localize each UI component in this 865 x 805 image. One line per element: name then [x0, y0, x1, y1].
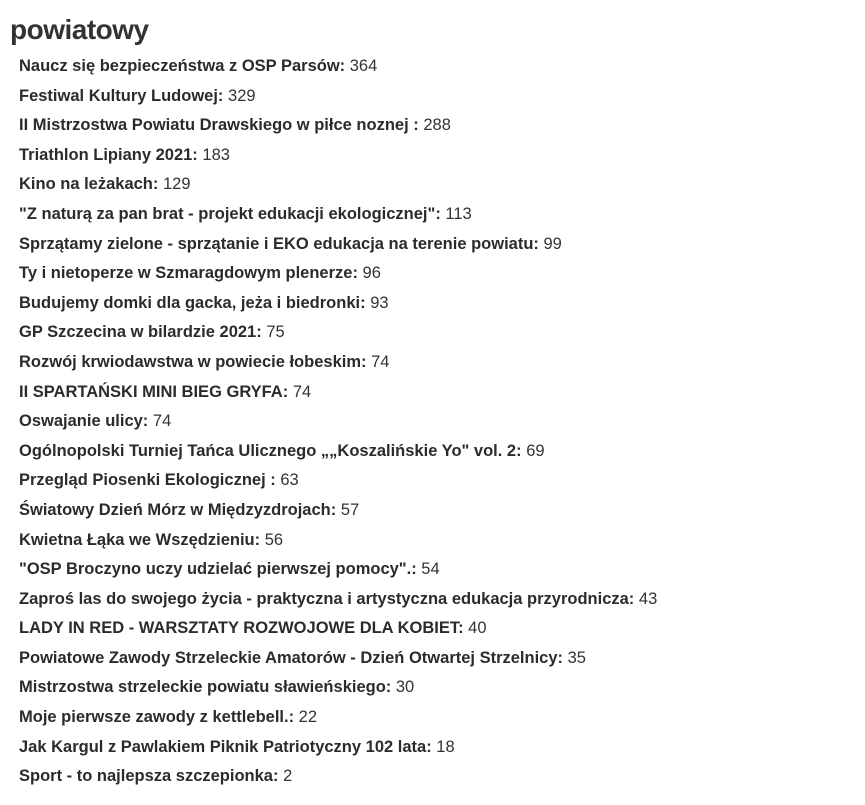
list-item [19, 230, 657, 260]
project-name: Przegląd Piosenki Ekologicznej : [19, 471, 276, 490]
list-item [19, 259, 657, 289]
list-item [19, 733, 657, 763]
project-name: Sprzątamy zielone - sprzątanie i EKO edukacja na terenie powiatu: [19, 234, 539, 253]
project-name: II SPARTAŃSKI MINI BIEG GRYFA: [19, 382, 289, 401]
project-name: Rozwój krwiodawstwa w powiecie łobeskim: [19, 352, 367, 371]
vote-count: 329 [228, 86, 256, 105]
vote-count: 43 [638, 589, 658, 608]
list-item [19, 526, 657, 556]
list-item [19, 437, 657, 467]
list-item [19, 644, 657, 674]
vote-count: 113 [445, 204, 472, 223]
vote-count: 74 [152, 412, 172, 431]
vote-count: 99 [543, 234, 562, 253]
vote-count: 93 [370, 293, 389, 312]
project-name: "OSP Broczyno uczy udzielać pierwszej pomocy".: [19, 560, 417, 579]
vote-count: 69 [526, 441, 545, 460]
list-item [19, 82, 657, 112]
list-item [19, 466, 657, 496]
vote-count: 288 [423, 116, 451, 135]
list-item [19, 762, 657, 792]
project-name: Jak Kargul z Pawlakiem Piknik Patriotyczny 102 lata: [19, 737, 432, 756]
project-name: II Mistrzostwa Powiatu Drawskiego w piłce noznej : [19, 116, 419, 135]
list-item [19, 111, 657, 141]
list-item [19, 614, 657, 644]
vote-count: 56 [264, 530, 284, 549]
list-item [19, 496, 657, 526]
list-item [19, 407, 657, 437]
project-name: Światowy Dzień Mórz w Międzyzdrojach: [19, 500, 337, 519]
vote-count: 63 [280, 471, 299, 490]
project-name: "Z naturą za pan brat - projekt edukacji ekologicznej": [19, 204, 441, 223]
project-name: Sport - to najlepsza szczepionka: [19, 767, 279, 786]
list-item [19, 555, 657, 585]
list-item [19, 52, 657, 82]
project-name: Ty i nietoperze w Szmaragdowym plenerze: [19, 264, 358, 283]
project-name: Kwietna Łąka we Wszędzieniu: [19, 530, 261, 549]
list-item [19, 348, 657, 378]
vote-count: 75 [266, 323, 285, 342]
vote-count: 74 [371, 352, 390, 371]
project-name: Budujemy domki dla gacka, jeża i biedronki: [19, 293, 366, 312]
vote-count: 18 [436, 737, 455, 756]
vote-count: 35 [567, 648, 586, 667]
list-item [19, 378, 657, 408]
vote-count: 57 [340, 500, 360, 519]
section-title: powiatowy [10, 14, 149, 45]
project-name: Triathlon Lipiany 2021: [19, 145, 198, 164]
project-name: Ogólnopolski Turniej Tańca Ulicznego „„Koszalińskie Yo" vol. 2: [19, 441, 522, 460]
vote-count: 2 [283, 767, 293, 786]
list-item [19, 170, 657, 200]
list-item [19, 200, 657, 230]
project-name: Oswajanie ulicy: [19, 412, 149, 431]
project-name: Powiatowe Zawody Strzeleckie Amatorów - Dzień Otwartej Strzelnicy: [19, 648, 564, 667]
vote-count: 96 [362, 264, 381, 283]
project-name: Kino na leżakach: [19, 175, 159, 194]
project-name: Mistrzostwa strzeleckie powiatu sławieńskiego: [19, 678, 392, 697]
project-name: GP Szczecina w bilardzie 2021: [19, 323, 262, 342]
vote-count: 183 [202, 145, 230, 164]
vote-results-list [19, 52, 657, 792]
list-item [19, 289, 657, 319]
project-name: Zaproś las do swojego życia - praktyczna i artystyczna edukacja przyrodnicza: [19, 589, 635, 608]
list-item [19, 318, 657, 348]
vote-count: 364 [349, 57, 378, 75]
vote-count: 54 [421, 560, 440, 579]
list-item [19, 585, 657, 615]
vote-count: 40 [468, 619, 487, 638]
vote-count: 129 [162, 175, 191, 194]
project-name: LADY IN RED - WARSZTATY ROZWOJOWE DLA KOBIET: [19, 619, 464, 638]
vote-count: 30 [395, 678, 415, 697]
list-item [19, 673, 657, 703]
project-name: Festiwal Kultury Ludowej: [19, 86, 224, 105]
vote-count: 74 [292, 382, 312, 401]
project-name: Naucz się bezpieczeństwa z OSP Parsów: [19, 57, 346, 75]
list-item [19, 141, 657, 171]
list-item [19, 703, 657, 733]
vote-count: 22 [298, 708, 318, 727]
project-name: Moje pierwsze zawody z kettlebell.: [19, 708, 295, 727]
